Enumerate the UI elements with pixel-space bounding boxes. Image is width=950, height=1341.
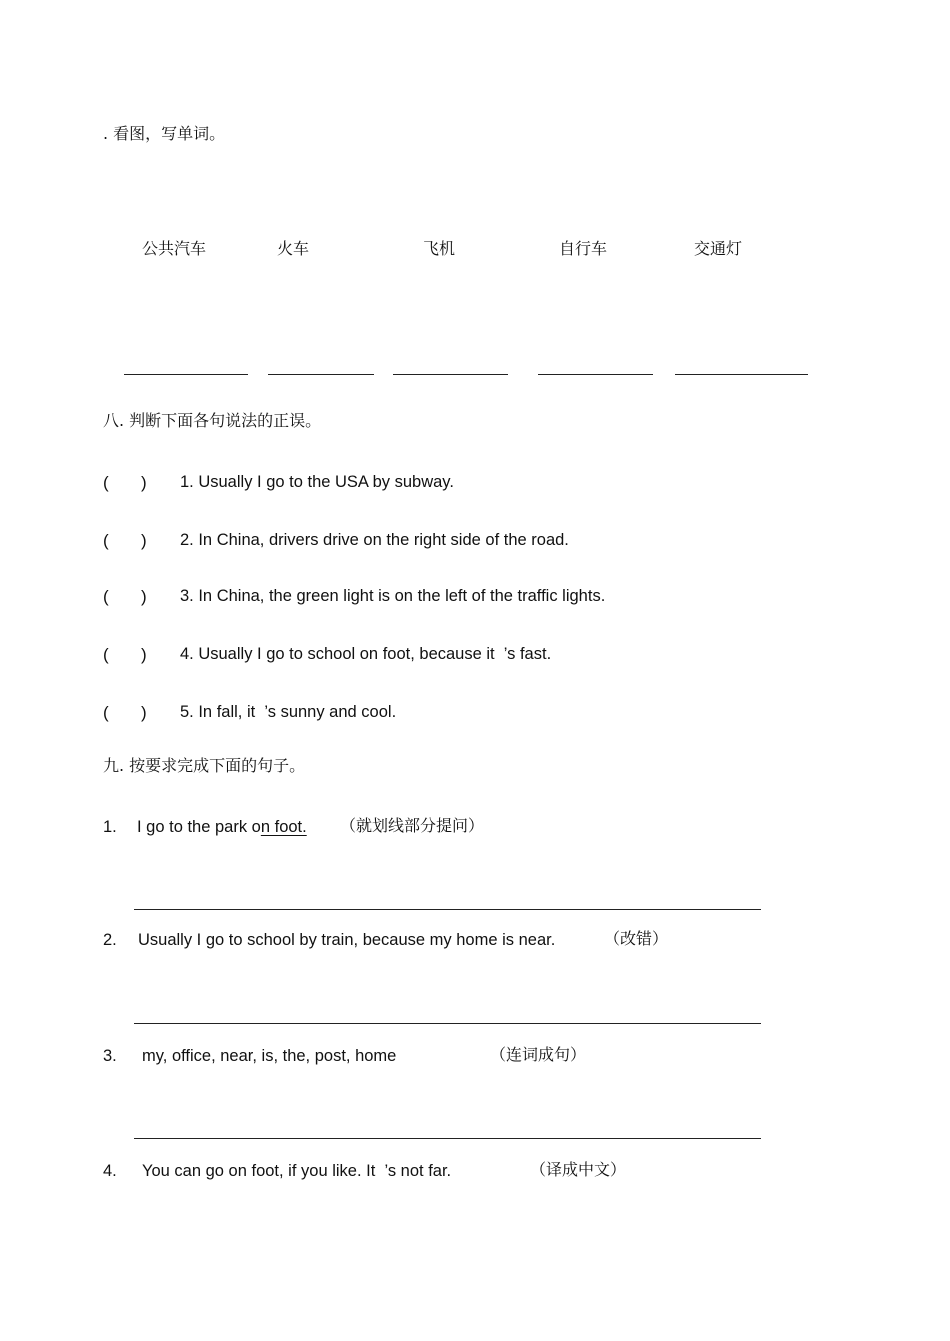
section9-title: 九. 按要求完成下面的句子。 — [103, 756, 306, 775]
judge-item-text: 4. Usually I go to school on foot, because it ’s fast. — [180, 645, 552, 663]
answer-line-1[interactable] — [124, 374, 248, 375]
judge-item-text: 2. In China, drivers drive on the right side of the road. — [180, 531, 569, 549]
paren-close[interactable]: ) — [141, 587, 147, 606]
answer-line-3[interactable] — [393, 374, 508, 375]
task-hint: （改错） — [604, 929, 669, 948]
task-hint: （就划线部分提问） — [340, 816, 485, 835]
word-bike: 自行车 — [559, 239, 608, 258]
paren-open[interactable]: ( — [103, 473, 109, 492]
word-bus: 公共汽车 — [142, 239, 207, 258]
task-text: You can go on foot, if you like. It ’s not far. — [142, 1162, 452, 1180]
paren-open[interactable]: ( — [103, 531, 109, 550]
paren-close[interactable]: ) — [141, 473, 147, 492]
word-plane: 飞机 — [423, 239, 456, 258]
task-text — [137, 819, 307, 836]
answer-line-2[interactable] — [268, 374, 374, 375]
word-traffic-light: 交通灯 — [694, 239, 743, 258]
task-number: 3. — [103, 1047, 117, 1065]
section7-title: . 看图，写单词。 — [103, 124, 226, 143]
paren-close[interactable]: ) — [141, 531, 147, 550]
task-text: Usually I go to school by train, because my home is near. — [138, 931, 556, 949]
paren-open[interactable]: ( — [103, 587, 109, 606]
answer-line-task-2[interactable] — [134, 1023, 761, 1024]
answer-line-4[interactable] — [538, 374, 653, 375]
judge-item-text: 1. Usually I go to the USA by subway. — [180, 473, 454, 491]
paren-open[interactable]: ( — [103, 645, 109, 664]
task-number: 1. — [103, 818, 117, 836]
judge-item-text: 3. In China, the green light is on the left of the traffic lights. — [180, 587, 606, 605]
task-hint: （连词成句） — [490, 1045, 587, 1064]
paren-close[interactable]: ) — [141, 645, 147, 664]
answer-line-task-1[interactable] — [134, 909, 761, 910]
paren-open[interactable]: ( — [103, 703, 109, 722]
answer-line-5[interactable] — [675, 374, 808, 375]
judge-item-text: 5. In fall, it ’s sunny and cool. — [180, 703, 397, 721]
answer-line-task-3[interactable] — [134, 1138, 761, 1139]
task-hint: （译成中文） — [530, 1160, 627, 1179]
task-text-plain: I go to the park o — [137, 818, 261, 836]
word-train: 火车 — [277, 239, 310, 258]
task-text: my, office, near, is, the, post, home — [142, 1047, 397, 1065]
task-number: 2. — [103, 931, 117, 949]
task-number: 4. — [103, 1162, 117, 1180]
task-text-underlined: n foot. — [260, 818, 307, 836]
section8-title: 八. 判断下面各句说法的正误。 — [103, 411, 322, 430]
paren-close[interactable]: ) — [141, 703, 147, 722]
